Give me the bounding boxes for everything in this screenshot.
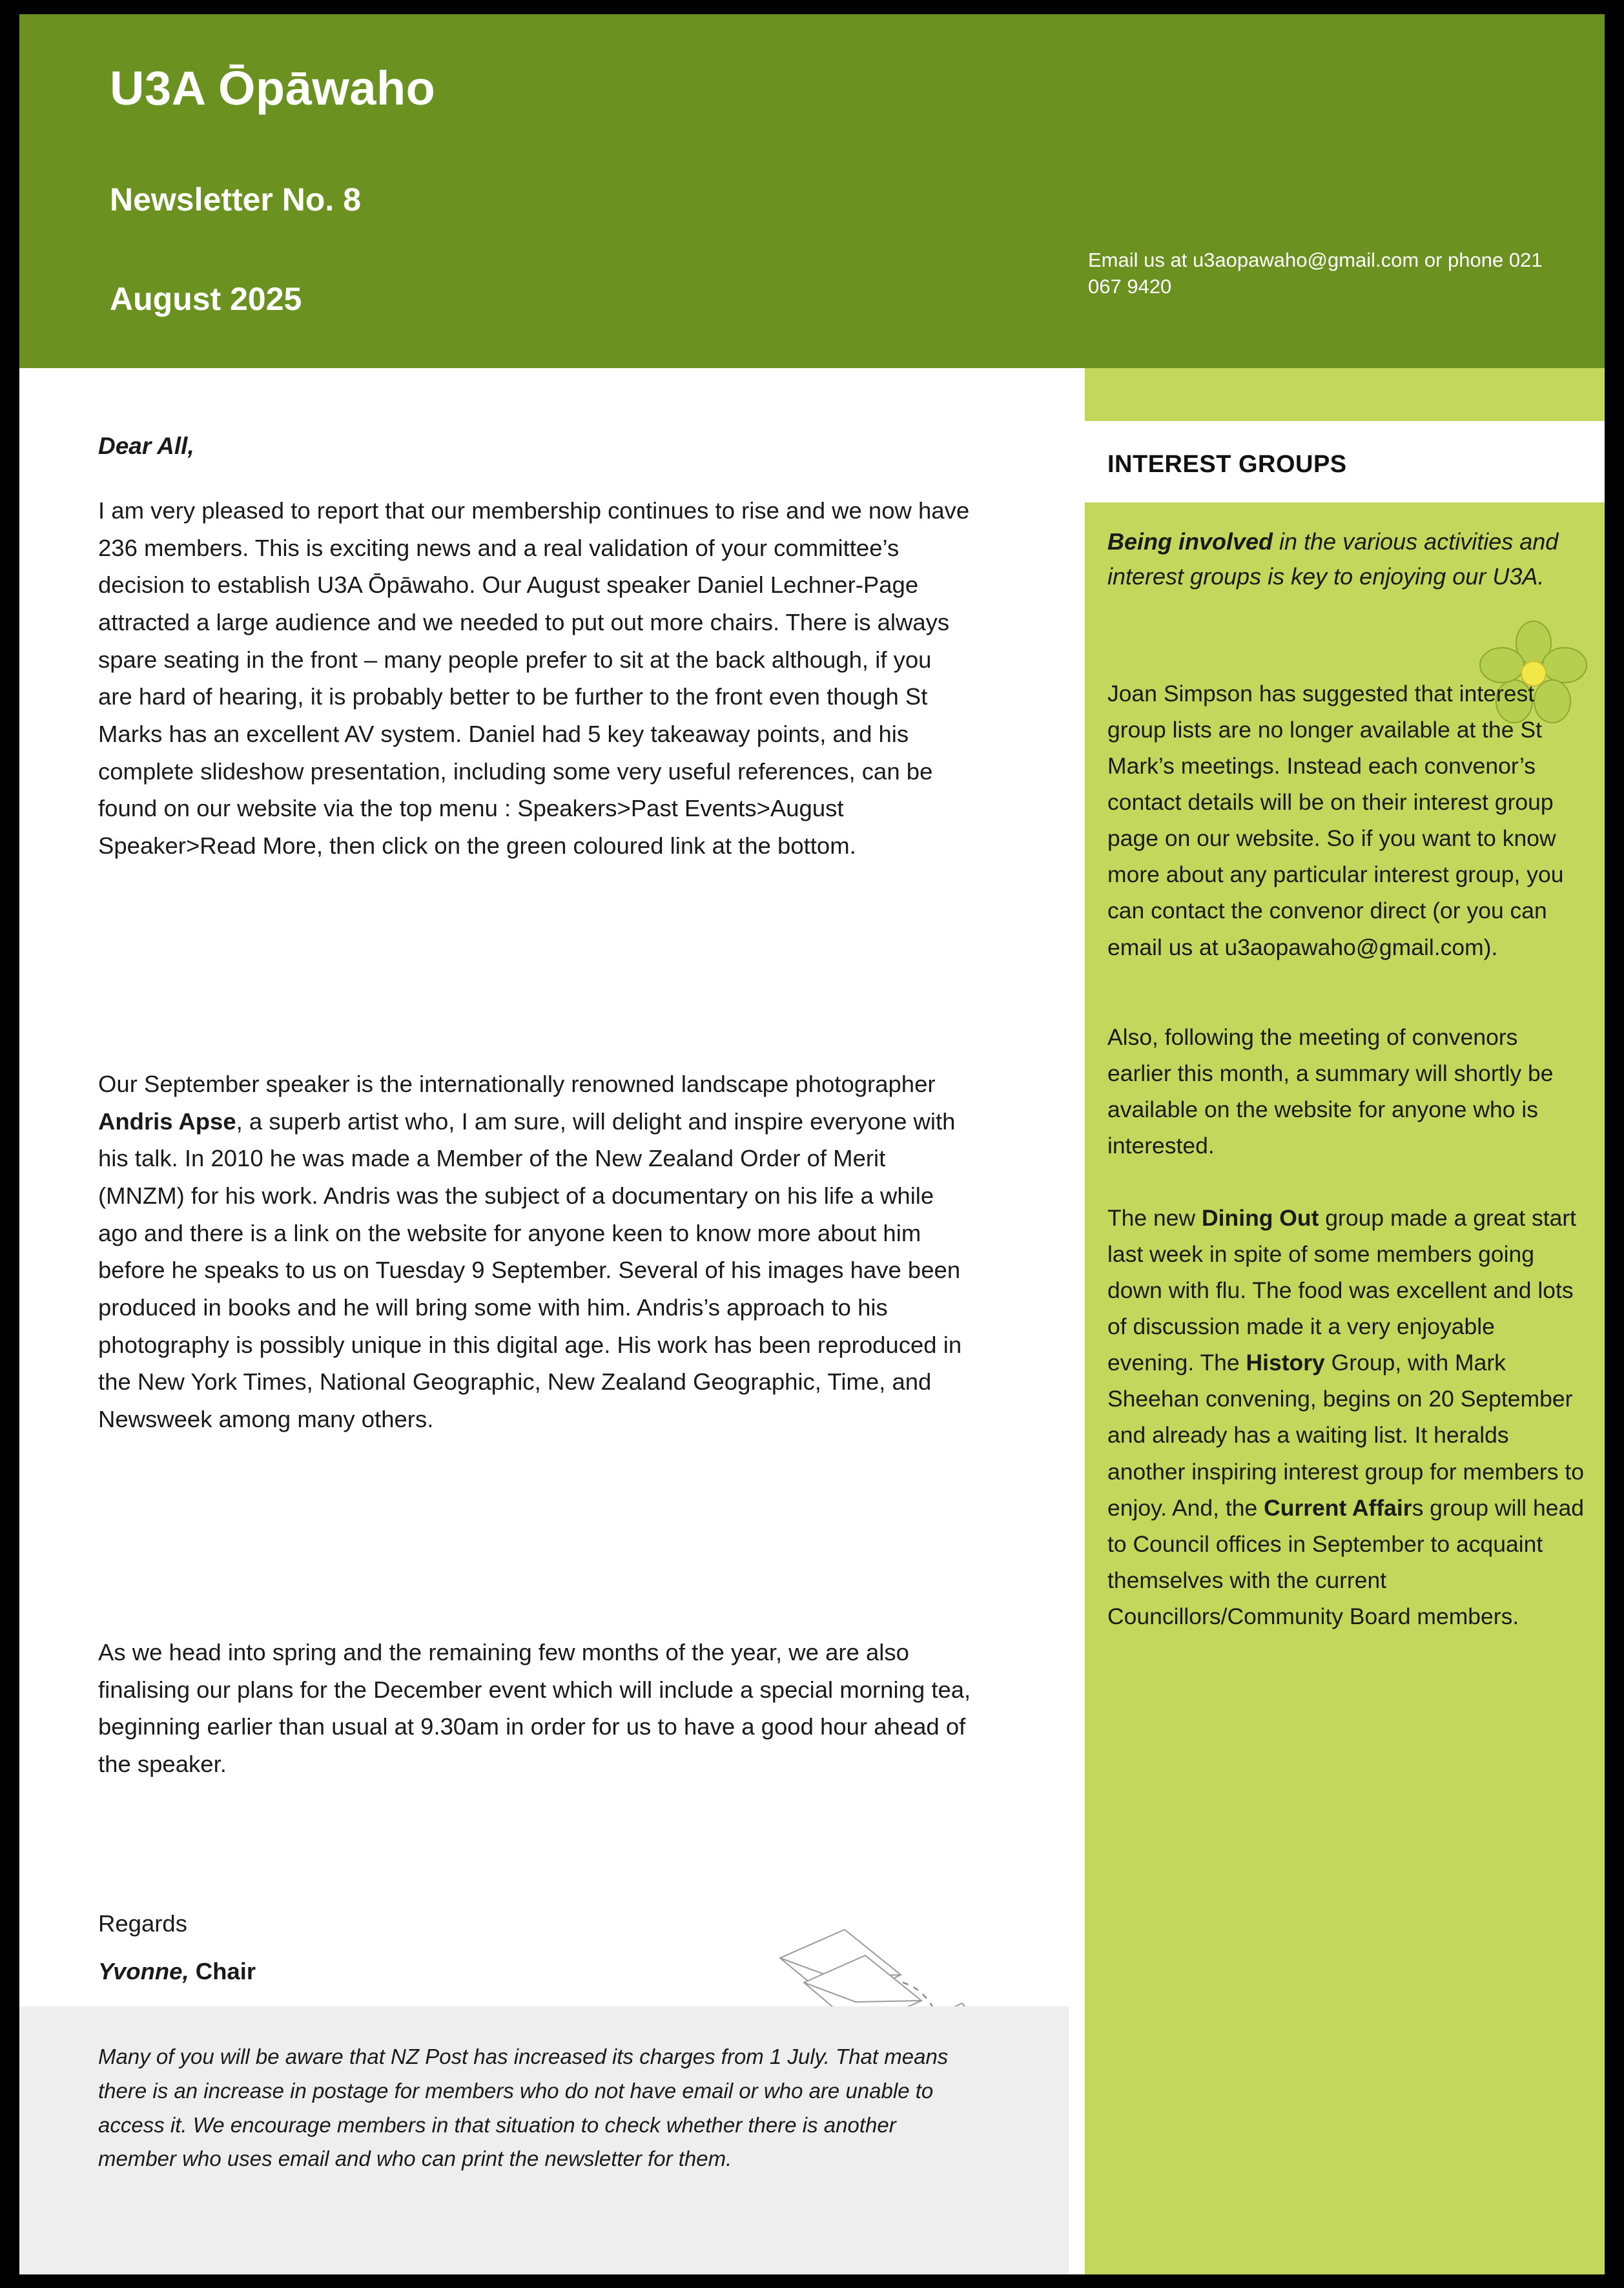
group-dining-out: Dining Out bbox=[1202, 1205, 1319, 1231]
sp3-e: s group will head to Council offices in September to acquaint themselves with the current Councillors/Community Board members. bbox=[1107, 1494, 1584, 1629]
interest-groups-sidebar bbox=[1069, 368, 1605, 2274]
sp3-d: Group, with Mark Sheehan convening, begins on 20 September and already has a waiting list. It heralds another inspiring interest group for members to enjoy. And, the bbox=[1107, 1350, 1584, 1521]
sidebar-title: INTEREST GROUPS bbox=[1107, 451, 1347, 478]
group-history: History bbox=[1246, 1350, 1325, 1376]
sp3-a: The new bbox=[1107, 1205, 1202, 1231]
masthead-title: U3A Ōpāwaho bbox=[110, 61, 436, 115]
letter-column bbox=[19, 368, 1069, 2274]
footnote-text: Many of you will be aware that NZ Post has increased its charges from 1 July. That means there is an increase in postage for members who do not have email or who are unable to access it. We encourage members in that situation to check whether there is another member who uses email and who can print the newsletter for them. bbox=[98, 2045, 949, 2171]
sidebar-paragraph-1: Joan Simpson has suggested that interest group lists are no longer available at the St Mark’s meetings. Instead each convenor’s contact details will be on their interest group page on our website. So if you want to know more about any particular interest group, you can contact the convenor direct (or you can email us at u3aopawaho@gmail.com). bbox=[1107, 681, 1564, 960]
sidebar-lead bbox=[1107, 524, 1579, 594]
signoff-role: Chair bbox=[189, 1958, 256, 1984]
sidebar-paragraph-2: Also, following the meeting of convenors earlier this month, a summary will shortly be available on the website for anyone who is interested. bbox=[1107, 1024, 1554, 1159]
footnote-box bbox=[19, 2006, 1069, 2274]
contact-info: Email us at u3aopawaho@gmail.com or phone 021 067 9420 bbox=[1088, 249, 1543, 298]
sidebar-paragraph-3 bbox=[1107, 1200, 1585, 1634]
letter-regards: Regards bbox=[98, 1910, 187, 1937]
sidebar-lead-bold: Being involved bbox=[1107, 528, 1273, 555]
signoff-name: Yvonne, bbox=[98, 1958, 189, 1984]
issue-number: Newsletter No. 8 bbox=[110, 181, 362, 218]
letter-paragraph-3: As we head into spring and the remaining few months of the year, we are also finalising our plans for the December event which will include a special morning tea, beginning earlier than usual at 9.30am in order for us to have a good hour ahead of the speaker. bbox=[98, 1639, 971, 1777]
issue-date: August 2025 bbox=[110, 281, 302, 317]
salutation: Dear All, bbox=[98, 433, 194, 459]
newsletter-page bbox=[19, 14, 1605, 2274]
para2-text-b: , a superb artist who, I am sure, will delight and inspire everyone with his talk. In 2010 he was made a Member of the New Zealand Order of Merit (MNZM) for his work. Andris was the subject of a documentary on his life a while ago and there is a link on the website for anyone keen to know more about him before he speaks to us on Tuesday 9 September. Several of his images have been produced in books and he will bring some with him. Andris’s approach to his photography is possibly unique in this digital age. His work has been reproduced in the New York Times, National Geographic, New Zealand Geographic, Time, and Newsweek among many others. bbox=[98, 1108, 962, 1432]
group-current-affairs: Current Affair bbox=[1264, 1494, 1412, 1521]
sidebar-panel bbox=[1085, 502, 1605, 2274]
sp3-c: group made a great start last week in spite of some members going down with flu. The food was excellent and lots of discussion made it a very enjoyable evening. The bbox=[1107, 1205, 1577, 1376]
letter-paragraph-1: I am very pleased to report that our membership continues to rise and we now have 236 members. This is exciting news and a real validation of your committee’s decision to establish U3A Ōpāwaho. Our August speaker Daniel Lechner-Page attracted a large audience and we needed to put out more chairs. There is always spare seating in the front – many people prefer to sit at the back although, if you are hard of hearing, it is probably better to be further to the front even though St Marks has an excellent AV system. Daniel had 5 key takeaway points, and his complete slideshow presentation, including some very useful references, can be found on our website via the top menu : Speakers>Past Events>August Speaker>Read More, then click on the green coloured link at the bottom. bbox=[98, 497, 970, 859]
newsletter-header bbox=[19, 14, 1605, 368]
speaker-name: Andris Apse bbox=[98, 1108, 236, 1135]
sidebar-top-band bbox=[1085, 368, 1605, 421]
sidebar-lead-rest: in the various activities and interest groups is key to enjoying our U3A. bbox=[1107, 528, 1559, 590]
letter-signoff bbox=[98, 1958, 256, 1985]
letter-paragraph-2 bbox=[98, 1066, 971, 1438]
para2-text-a: Our September speaker is the internationally renowned landscape photographer bbox=[98, 1071, 936, 1097]
